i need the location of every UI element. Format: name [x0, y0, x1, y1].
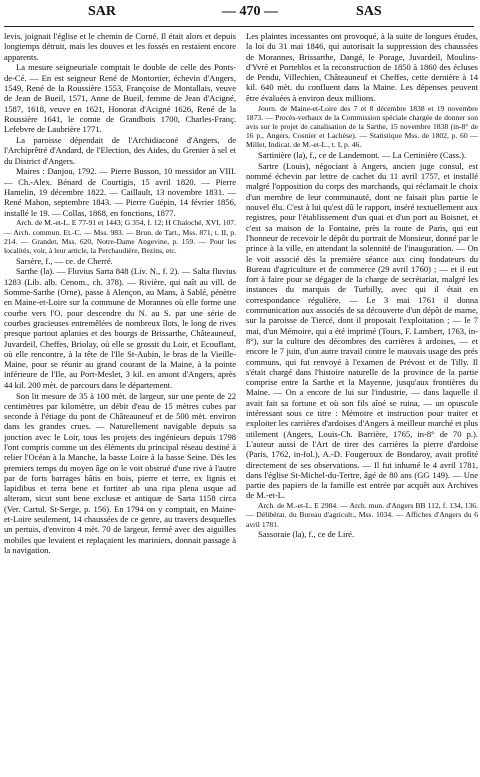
paragraph-chemin-de-corne: levis, joignait l'église et le chemin de Corné. Il était alors et depuis longtemps détruit, mais les douves et les fossés en restaient encore apparents. [4, 31, 236, 62]
header-right-word: SAS [356, 4, 382, 19]
entry-sartiniere: Sartinière (la), f., ce de Landemont. — La Certinière (Cass.). [258, 150, 467, 161]
paragraph-maires: Maires : Danjou, 1792. — Pierre Busson, 10 messidor an VIII. — Ch.-Alex. Bénard de Courtigis, 15 avril 1820. — Pierre Hamelin, 19 décembre 1822. — Caillault, 13 novembre 1831. — René Mahon, septembre 1843. — Pierre Guépin, 14 février 1856, installé le 19. — Collas, 1868, en fonctions, 1877. [4, 166, 236, 218]
references-sarthe: Journ. de Maine-et-Loire des 7 et 8 décembre 1838 et 19 novembre 1873. — Procès-verbaux de la Commission spéciale chargée de donner son avis sur le projet de canalisation de la Sarthe, 15 novembre 1838 (in-8° de 16 p., Angers, Cosnier et Lachèse). — Statistique Mss. de 1802, p. 60 — Millet, Indicat. de M.-et-L., t. I, p. 46. [246, 103, 478, 150]
entry-sassoraie: Sassoraie (la), f., ce de Liré. [258, 529, 355, 540]
references-sartre: Arch. de M.-et-L. E 2984. — Arch. mun. d'Angers BB 112, f. 134, 136. — Délibérat. du Bureau d'agricult., Mss. 1034. — Affiches d'Angers du 6 avril 1781. [246, 501, 478, 529]
paragraph-paroisse: La paroisse dépendait de l'Archidiaconé d'Angers, de l'Archiprêtré d'Andard, de l'Election, des Aides, du Grenier à sel et du District d'Angers. [4, 134, 236, 166]
running-header [0, 4, 480, 22]
right-column [246, 31, 478, 773]
paragraph-seigneurs: La mesure seigneuriale comptait le double de celle des Ponts-de-Cé. — En est seigneur René de Montortier, échevin d'Angers, 1549, René de la Roussière 1553, Françoise de Montallais, veuve de Jean de Bueil, 1571, Anne de Bueil, femme de Jean d'Acigné, 1587, 1618, veuve en 1621, Honorat d'Acigné 1626, René de la Roussière 1641, le comte de Grandbois 1700, Charles-Franç. Lefebvre de Laubrière 1771. [4, 62, 236, 135]
entry-sarsere: Sarsère, f., — ce. de Cherré. [16, 255, 113, 266]
paragraph-plaintes: Les plaintes incessantes ont provoqué, à la suite de longues études, la loi du 31 mai 1846, qui autorisait la suppression des chaussées de Morannes, Brissarthe, Dangé, le Porage, Juvardeil, Moulins-d'Yvré et Porteblos et la reconstruction de 1850 à 1860 des écluses de Pendu, Villechien, Châteauneuf et Cheffes, cette dernière à 14 kil. 640 mèt. du confluent dans la Maine. Les dépenses peuvent être évaluées à environ deux millions. [246, 31, 478, 103]
references-left: Arch. de M.-et-L. E 77-91 et 1443; G 354, f. 12; H Chaloché, XVI, 107. — Arch. commun. Et.-C. — Mss. 983. — Brun. de Tart., Mss. 871, t. II, p. 214. — Grandet, Mss. 620, Notre-Dame Angevine, p. 159. — Pour les localités, voir, à leur article, la Perchaudière, Bezins, etc. [4, 218, 236, 255]
left-column [4, 31, 236, 773]
entry-sarthe: Sarthe (la). — Fluvius Sarta 848 (Liv. N., f. 2). — Salta fluvius 1283 (Lib. alb. Cenom., ch. 378). — Rivière, qui naît au vill. de Somme-Sarthe (Orne), passe à Alençon, au Mans, à Sablé, pénètre en Maine-et-Loire sur la commune de Morannes où elle forme une courbe vers l'O. pour descendre du N. au S. par une série de courbes gracieuses entremêlées de nombreux îlots, le long de rives presque partout aplanies et des bourgs de Brissarthe, Châteauneuf, Juvardeil, Cheffes, Briolay, où elle se grossit du Loir, et Ecouflant, où elle rencontre, à la tête de l'Ile St-Aubin, le bras de la Vieille-Maine, pour se réunir au grand courant de la Maine, à la pointe inférieure de l'Ile, au Port-Meslet, 3 kil. en amont d'Angers, après 44 kil. 200 mèt. de parcours dans le département. [4, 266, 236, 390]
header-rule [4, 26, 474, 27]
header-left-word: SAR [88, 4, 117, 19]
entry-sartre: Sartre (Louis), négociant à Angers, ancien juge consul, est nommé échevin par lettre de cachet du 11 avril 1757, et installé malgré l'opposition du corps des marchands, qui réclamait le choix d'un membre de leur communauté, dont ne faisait plus partie le nouvel élu. C'est à lui qu'est dû le rapport, inséré textuellement aux registres, pour l'établissement d'un quai et d'un port au Boisnet, et c'est sa maison de la Fontaine, près la route de Paris, qui eut l'honneur de recevoir le dépôt du portrait de Monsieur, donné par le prince à la ville, en attendant la solennité de l'inauguration. — On le voit associé dès la première séance aux cinq fondateurs du Bureau d'agriculture et de commerce (29 avril 1760) ; — et il eut fort à faire pour se dégager de la charge de secrétariat, malgré les instances du marquis de Turbilly, avec qui il était en correspondance régulière. — Le 3 mai 1761 il donna communication aux associés de sa découverte d'un dépôt de marne, sur la paroisse de Tiercé, dont il proposait l'exploitation ; — le 7 mai, d'un Mémoire, qui a été imprimé (Tours, F. Lambert, 1763, in-8°), sur la culture des décombres des carrières à ardoises, — et encore le 7 juin, d'un autre travail contre le mauvais usage des prés communs, qui fut renvoyé à l'examen de Prévost et de Tilly. Il s'était chargé dans l'histoire naturelle de la province de la partie comprise entre la Sarthe et la Mayenne, jusqu'aux frontières du Maine. — On a encore de lui sur l'industrie, — dans laquelle il avait fait sa fortune et où son fils aîné se ruina, — un opuscule intéressant sous ce titre : Mémoire et instruction pour traiter et exploiter les carrières d'ardoises d'Angers à meilleur marché et plus utilement (Angers, Louis-Ch. Barrière, 1765, in-8° de 70 p.). L'auteur aussi de l'Art de tirer des carrières la pierre d'ardoise (Paris, 1762, in-fol.), A.-D. Fougeroux de Bondaroy, avait profité directement de ses observations. — Il fut inhumé le 4 avril 1781, dans l'église St-Michel-du-Tertre, âgé de 80 ans (GG 149). — Une partie des papiers de la famille est entrée par acquêt aux Archives de M.-et-L. [246, 160, 478, 501]
page-number: — 470 — [222, 4, 278, 19]
paragraph-sarthe-lit: Son lit mesure de 35 à 100 mèt. de largeur, sur une pente de 22 centimètres par kilomètre, un débit d'eau de 15 mètres cubes par seconde à l'étiage du pont de Châteauneuf et de 500 mèt. environ dans les grandes crues. — Naturellement navigable depuis sa jonction avec le Loir, tous les projets des ingénieurs depuis 1798 l'ont compris comme un des éléments du principal réseau destiné à relier l'Océan à la Manche, la basse Loire à la basse Seine. Dès les premiers temps du moyen âge on le voit obstrué d'une rive à l'autre par de forts barrages bâtis en bois, pierre et terre, ex lignis et lapidibus et terra bene et fortiter ab una ripa plena usque ad alteram, sicut sunt bene exclusæ et antiquæ de Sarta 1158 circa (Ver. Cartul. St-Serge, p. 156). En 1794 on y comptait, en Maine-et-Loire seulement, 14 chaussées de ce genre, au travers desquelles un pertuis, d'environ 4 mèt. 70 de largeur, fermé avec des aiguilles mobiles que levaient et replaçaient les mariniers, donnait passage à la navigation. [4, 390, 236, 555]
